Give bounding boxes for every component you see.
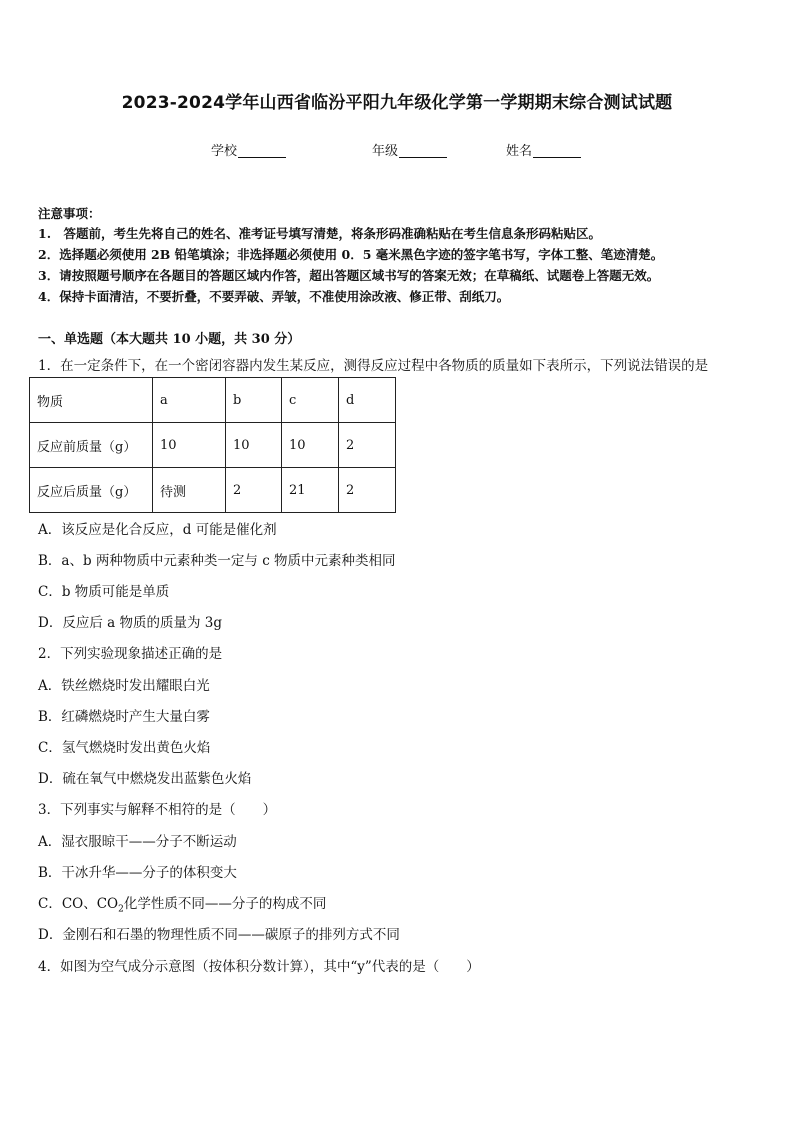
table-cell: d <box>339 378 396 423</box>
question-2-option-a: A．铁丝燃烧时发出耀眼白光 <box>38 678 210 694</box>
question-1-option-c: C．b 物质可能是单质 <box>38 584 170 600</box>
question-1-option-d: D．反应后 a 物质的质量为 3g <box>38 615 222 631</box>
school-blank <box>238 143 286 158</box>
option-c-suffix: 化学性质不同——分子的构成不同 <box>123 896 327 912</box>
table-cell: 21 <box>282 468 339 513</box>
question-2-option-c: C．氢气燃烧时发出黄色火焰 <box>38 740 211 756</box>
table-cell: b <box>226 378 282 423</box>
name-label: 姓名 <box>506 144 533 159</box>
question-3-option-b: B．干冰升华——分子的体积变大 <box>38 865 237 881</box>
table-cell: 10 <box>226 423 282 468</box>
question-3-option-d: D．金刚石和石墨的物理性质不同——碳原子的排列方式不同 <box>38 927 400 943</box>
page-title: 2023-2024学年山西省临汾平阳九年级化学第一学期期末综合测试试题 <box>121 93 673 113</box>
table-cell: 2 <box>339 468 396 513</box>
question-4-stem: 4．如图为空气成分示意图（按体积分数计算），其中“y”代表的是（ ） <box>38 959 480 975</box>
question-1-option-b: B．a、b 两种物质中元素种类一定与 c 物质中元素种类相同 <box>38 553 396 569</box>
table-cell: 物质 <box>30 378 153 423</box>
question-3-stem: 3．下列事实与解释不相符的是（ ） <box>38 802 277 818</box>
notes-heading: 注意事项： <box>38 206 101 221</box>
grade-blank <box>399 143 447 158</box>
note-item: 2．选择题必须使用 2B 铅笔填涂；非选择题必须使用 0．5 毫米黑色字迹的签字笔书写，字体工整、笔迹清楚。 <box>38 247 664 262</box>
table-cell: 反应前质量（g） <box>30 423 153 468</box>
table-cell: 待测 <box>153 468 226 513</box>
question-2-option-b: B．红磷燃烧时产生大量白雾 <box>38 709 210 725</box>
name-field <box>506 140 581 159</box>
question-3-option-c <box>38 892 326 915</box>
grade-field <box>372 140 447 159</box>
table-row <box>30 423 396 468</box>
table-cell: 2 <box>339 423 396 468</box>
table-row <box>30 378 396 423</box>
table-cell: 10 <box>153 423 226 468</box>
note-item: 4．保持卡面清洁，不要折叠，不要弄破、弄皱，不准使用涂改液、修正带、刮纸刀。 <box>38 289 510 304</box>
subscript-2: 2 <box>118 904 124 915</box>
name-blank <box>533 143 581 158</box>
table-row <box>30 468 396 513</box>
table-cell: 10 <box>282 423 339 468</box>
mass-table <box>29 377 396 513</box>
question-1-stem: 1．在一定条件下，在一个密闭容器内发生某反应，测得反应过程中各物质的质量如下表所示，下列说法错误的是 <box>38 358 709 374</box>
question-2-stem: 2．下列实验现象描述正确的是 <box>38 646 223 662</box>
question-1-option-a: A．该反应是化合反应，d 可能是催化剂 <box>38 522 277 538</box>
table-cell: c <box>282 378 339 423</box>
table-cell: 2 <box>226 468 282 513</box>
option-c-prefix: C．CO、CO <box>38 896 119 912</box>
table-cell: a <box>153 378 226 423</box>
question-2-option-d: D．硫在氧气中燃烧发出蓝紫色火焰 <box>38 771 252 787</box>
school-field <box>211 140 286 159</box>
grade-label: 年级 <box>372 144 399 159</box>
note-item: 3．请按照题号顺序在各题目的答题区域内作答，超出答题区域书写的答案无效；在草稿纸、试题卷上答题无效。 <box>38 268 660 283</box>
section-title: 一、单选题（本大题共 10 小题，共 30 分） <box>38 332 301 347</box>
question-3-option-a: A．湿衣服晾干——分子不断运动 <box>38 834 237 850</box>
note-item: 1. 答题前，考生先将自己的姓名、准考证号填写清楚，将条形码准确粘贴在考生信息条形码粘贴区。 <box>38 226 602 241</box>
table-cell: 反应后质量（g） <box>30 468 153 513</box>
school-label: 学校 <box>211 144 238 159</box>
